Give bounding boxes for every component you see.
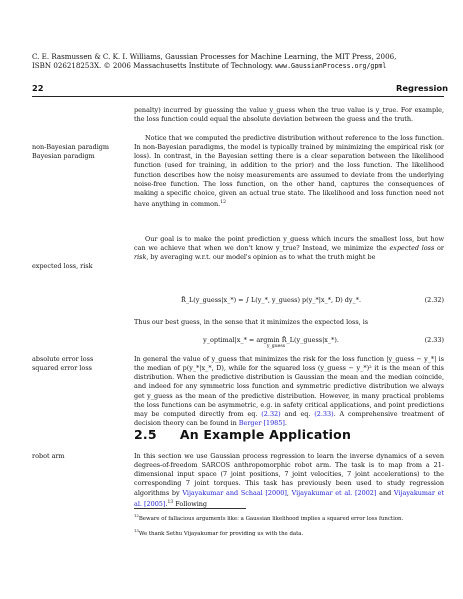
footnote-13 xyxy=(134,527,444,538)
margin-note-absolute-error: absolute error loss xyxy=(32,355,94,363)
footnote-12-text: Beware of fallacious arguments like: a Gaussian likelihood implies a squared error loss function. xyxy=(138,515,404,522)
section-number: 2.5 xyxy=(134,427,157,442)
citation-vijayakumar-2005-year[interactable]: [2005] xyxy=(144,499,166,508)
paragraph-6 xyxy=(134,452,444,509)
paragraph-5 xyxy=(134,355,444,428)
margin-note-robot-arm: robot arm xyxy=(32,452,65,460)
margin-note-non-bayesian: non-Bayesian paradigm xyxy=(32,143,110,151)
paragraph-2 xyxy=(134,134,444,209)
equation-2-33-number: (2.33) xyxy=(424,336,444,344)
footnote-13-text: We thank Sethu Vijayakumar for providing us with the data. xyxy=(138,530,304,537)
paragraph-3-text-a: Our goal is to make the point prediction y_guess which incurs the smallest loss, but how can we achieve that when we don't know y_true? Instead, we minimize the xyxy=(134,235,444,253)
section-title: An Example Application xyxy=(179,427,352,442)
footnote-12 xyxy=(134,512,444,523)
section-heading xyxy=(134,427,351,442)
paragraph-4 xyxy=(134,318,444,327)
header-line-2 xyxy=(32,61,444,71)
paragraph-3-text-c: , by averaging w.r.t. our model's opinion as to what the truth might be xyxy=(146,253,376,262)
citation-vijayakumar-2002-year[interactable]: [2002] xyxy=(355,488,377,497)
term-risk: risk xyxy=(134,253,147,262)
term-expected-loss: expected loss xyxy=(389,244,435,253)
running-title: Regression xyxy=(396,83,449,93)
paragraph-6-sep-1: , xyxy=(286,488,292,497)
header-rule xyxy=(32,96,444,97)
citation-vijayakumar-schaal[interactable]: Vijayakumar and Schaal xyxy=(182,488,263,497)
equation-2-32-number: (2.32) xyxy=(424,296,444,304)
paragraph-1 xyxy=(134,106,444,124)
footnote-13-mark: 13 xyxy=(134,528,139,533)
paragraph-5-end: . xyxy=(284,419,287,428)
page-number: 22 xyxy=(32,83,44,93)
margin-note-squared-error: squared error loss xyxy=(32,364,92,372)
paragraph-5-text: In general the value of y_guess that minimizes the risk for the loss function |y_guess − y_*| is the median of p(y_*|x_*, D), while for the squared loss (y_guess − y_*)² it is the mean of this distribution. When the predictive distribution is Gaussian the mean and the median coincide, and indeed for any symmetric loss function and symmetric predictive distribution we always get y_guess as the mean of the predictive distribution. However, in many practical problems the loss functions can be asymmetric, e.g. in safety critical applications, and point predictions may be computed directly from eq. xyxy=(134,355,444,418)
footnote-mark-13[interactable]: 13 xyxy=(167,499,174,505)
paragraph-3-text-b: or xyxy=(434,244,444,253)
equation-2-33-subscript: y_guess xyxy=(266,344,286,349)
paragraph-4-text: Thus our best guess, in the sense that it minimizes the expected loss, is xyxy=(134,318,369,326)
equation-2-32-body: R̃_L(y_guess|x_*) = ∫ L(y_*, y_guess) p(y_*|x_*, D) dy_*. xyxy=(180,296,362,304)
paragraph-6-text: In this section we use Gaussian process regression to learn the inverse dynamics of a seven degrees-of-freedom SARCOS anthropomorphic robot arm. The task is to map from a 21-dimensional input space (7 joint positions, 7 joint velocities, 7 joint accelerations) to the corresponding 7 joint torques. This task has previously been used to study regression algorithms by xyxy=(134,452,444,497)
paragraph-6-end: . xyxy=(165,499,168,508)
footnote-rule xyxy=(134,508,246,509)
paragraph-5-tail: . A comprehensive treatment of decision theory can be found in xyxy=(134,409,444,428)
footnote-mark-12[interactable]: 12 xyxy=(220,200,226,206)
paragraph-5-and: and eq. xyxy=(280,409,315,418)
citation-berger[interactable]: Berger xyxy=(238,419,262,428)
citation-vijayakumar-schaal-year[interactable]: [2000] xyxy=(265,488,287,497)
header-isbn: ISBN 026218253X. © 2006 Massachusetts Institute of Technology. xyxy=(32,61,273,70)
equation-2-32 xyxy=(134,296,444,312)
citation-vijayakumar-2005[interactable]: Vijayakumar et al. xyxy=(134,488,444,508)
paragraph-6-sep-2: and xyxy=(376,488,394,497)
paragraph-3 xyxy=(134,235,444,262)
paragraph-6-tail: Following xyxy=(173,499,208,508)
citation-berger-year[interactable]: [1985] xyxy=(263,419,285,428)
footnote-12-mark: 12 xyxy=(134,513,139,518)
equation-2-33 xyxy=(134,336,444,352)
header-url[interactable]: www.GaussianProcess.org/gpml xyxy=(275,62,387,70)
equation-ref-2-33[interactable]: (2.33) xyxy=(314,409,334,418)
equation-2-33-body: y_optimal|x_* = argmin R̃_L(y_guess|x_*). xyxy=(203,336,339,344)
paragraph-2-text: Notice that we computed the predictive distribution without reference to the loss function. In non-Bayesian paradigms, the model is typically trained by minimizing the empirical risk (or loss). In contrast, in the Bayesian setting there is a clear separation between the likelihood function (used for training, in addition to the prior) and the loss function. The likelihood function describes how the noisy measurements are assumed to deviate from the underlying noise-free function. The loss function, on the other hand, captures the consequences of making a specific choice, given an actual true state. The likelihood and loss function need not have anything in common. xyxy=(134,134,444,209)
copyright-header xyxy=(32,52,444,71)
citation-vijayakumar-2002[interactable]: Vijayakumar et al. xyxy=(291,488,353,497)
margin-note-expected-loss: expected loss, risk xyxy=(32,262,93,270)
equation-ref-2-32[interactable]: (2.32) xyxy=(261,409,281,418)
header-line-1: C. E. Rasmussen & C. K. I. Williams, Gaussian Processes for Machine Learning, the MIT Press, 2006, xyxy=(32,52,397,61)
margin-note-bayesian: Bayesian paradigm xyxy=(32,152,95,160)
paragraph-1-text: penalty) incurred by guessing the value y_guess when the true value is y_true. For example, the loss function could equal the absolute deviation between the guess and the truth. xyxy=(134,106,444,124)
